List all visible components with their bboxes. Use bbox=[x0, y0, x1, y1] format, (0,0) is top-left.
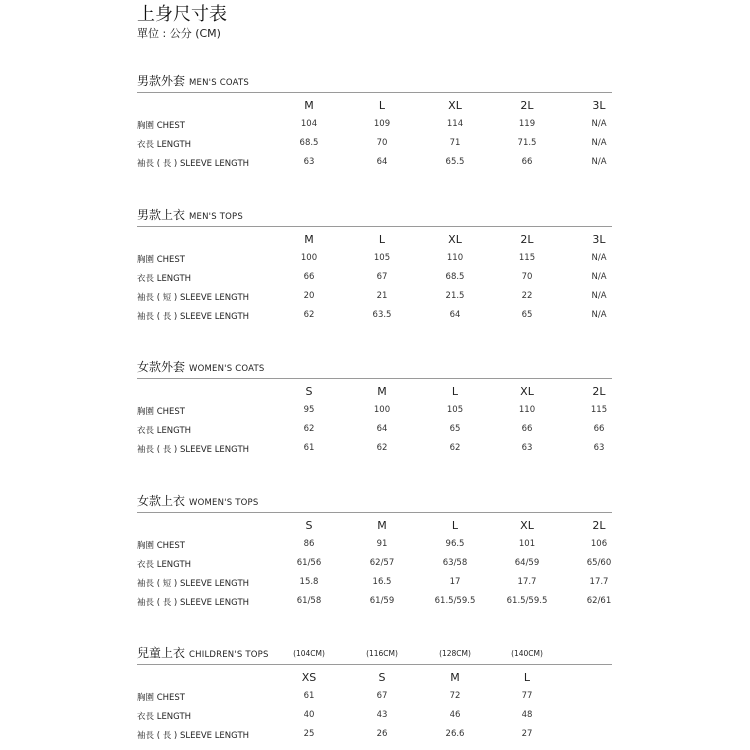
table-cell: 61/58 bbox=[296, 596, 322, 606]
table-cell: 16.5 bbox=[372, 577, 392, 587]
table-cell: 62 bbox=[376, 443, 388, 453]
section-divider bbox=[137, 226, 612, 227]
size-header-cell: M bbox=[304, 233, 314, 246]
row-label: 袖長 ( 長 ) SLEEVE LENGTH bbox=[137, 312, 250, 322]
table-cell: 64 bbox=[376, 157, 388, 167]
table-cell: 96.5 bbox=[445, 539, 465, 549]
section-title-en: MEN'S COATS bbox=[189, 78, 249, 88]
size-header-cell: XL bbox=[448, 233, 462, 246]
table-cell: 62/57 bbox=[369, 558, 395, 568]
unit-note: 單位 : 公分 (CM) bbox=[137, 27, 221, 40]
size-header-cell: 2L bbox=[520, 99, 534, 112]
table-cell: 66 bbox=[303, 272, 315, 282]
section-title-zh: 男款上衣 bbox=[137, 208, 186, 222]
row-label: 衣長 LENGTH bbox=[137, 712, 192, 722]
row-label: 袖長 ( 短 ) SLEEVE LENGTH bbox=[137, 293, 250, 303]
table-cell: 105 bbox=[373, 253, 391, 263]
table-cell: 62 bbox=[449, 443, 461, 453]
row-label: 袖長 ( 長 ) SLEEVE LENGTH bbox=[137, 731, 250, 741]
table-cell: 62/61 bbox=[586, 596, 612, 606]
table-cell: 26 bbox=[376, 729, 388, 739]
row-label: 袖長 ( 短 ) SLEEVE LENGTH bbox=[137, 579, 250, 589]
table-cell: 40 bbox=[303, 710, 315, 720]
table-cell: 114 bbox=[446, 119, 464, 129]
size-header-cell: 2L bbox=[592, 385, 606, 398]
section-title bbox=[137, 206, 243, 223]
table-cell: 17.7 bbox=[517, 577, 537, 587]
size-header-cell: S bbox=[305, 519, 313, 532]
size-header-cell: M bbox=[377, 519, 387, 532]
section-divider bbox=[137, 378, 612, 379]
table-cell: 63 bbox=[593, 443, 605, 453]
table-cell: 63.5 bbox=[372, 310, 392, 320]
table-cell: 109 bbox=[373, 119, 391, 129]
section-title-zh: 男款外套 bbox=[137, 74, 186, 88]
table-cell: 65.5 bbox=[445, 157, 465, 167]
table-cell: 62 bbox=[303, 310, 315, 320]
table-cell: 64 bbox=[449, 310, 461, 320]
size-header-cell: S bbox=[305, 385, 313, 398]
table-cell: 61 bbox=[303, 443, 315, 453]
height-measure: (128CM) bbox=[439, 649, 471, 658]
table-cell: 77 bbox=[521, 691, 533, 701]
section-title-en: CHILDREN'S TOPS bbox=[189, 650, 269, 660]
table-cell: 65/60 bbox=[586, 558, 612, 568]
table-cell: 15.8 bbox=[299, 577, 319, 587]
row-label: 胸圍 CHEST bbox=[137, 121, 185, 131]
table-cell: 100 bbox=[373, 405, 391, 415]
size-header-cell: M bbox=[304, 99, 314, 112]
table-cell: 71.5 bbox=[517, 138, 537, 148]
table-cell: 67 bbox=[376, 691, 388, 701]
section-title bbox=[137, 72, 249, 89]
section-title bbox=[137, 358, 264, 375]
table-cell: N/A bbox=[591, 310, 607, 320]
height-measure: (116CM) bbox=[366, 649, 398, 658]
size-header-cell: M bbox=[377, 385, 387, 398]
table-cell: 17 bbox=[449, 577, 461, 587]
table-cell: 110 bbox=[518, 405, 536, 415]
table-cell: 91 bbox=[376, 539, 388, 549]
table-cell: 61.5/59.5 bbox=[506, 596, 548, 606]
table-cell: 63/58 bbox=[442, 558, 468, 568]
size-header-cell: XL bbox=[448, 99, 462, 112]
table-cell: 17.7 bbox=[589, 577, 609, 587]
row-label: 衣長 LENGTH bbox=[137, 140, 192, 150]
section-title-zh: 女款上衣 bbox=[137, 494, 186, 508]
table-cell: 104 bbox=[300, 119, 318, 129]
table-cell: N/A bbox=[591, 157, 607, 167]
row-label: 胸圍 CHEST bbox=[137, 541, 185, 551]
row-label: 袖長 ( 長 ) SLEEVE LENGTH bbox=[137, 598, 250, 608]
row-label: 衣長 LENGTH bbox=[137, 274, 192, 284]
table-cell: 71 bbox=[449, 138, 461, 148]
table-cell: 115 bbox=[590, 405, 608, 415]
size-header-cell: XS bbox=[301, 671, 317, 684]
table-cell: 21.5 bbox=[445, 291, 465, 301]
table-cell: 62 bbox=[303, 424, 315, 434]
table-cell: 67 bbox=[376, 272, 388, 282]
section-title bbox=[137, 644, 269, 661]
table-cell: N/A bbox=[591, 291, 607, 301]
size-header-cell: L bbox=[523, 671, 531, 684]
size-header-cell: XL bbox=[520, 519, 534, 532]
size-header-cell: 3L bbox=[592, 99, 606, 112]
size-header-cell: XL bbox=[520, 385, 534, 398]
table-cell: 105 bbox=[446, 405, 464, 415]
size-header-cell: 2L bbox=[592, 519, 606, 532]
table-cell: 64/59 bbox=[514, 558, 540, 568]
table-cell: N/A bbox=[591, 272, 607, 282]
table-cell: 72 bbox=[449, 691, 461, 701]
table-cell: 61/59 bbox=[369, 596, 395, 606]
row-label: 衣長 LENGTH bbox=[137, 426, 192, 436]
table-cell: 27 bbox=[521, 729, 533, 739]
height-measure: (140CM) bbox=[511, 649, 543, 658]
size-header-cell: 2L bbox=[520, 233, 534, 246]
table-cell: 70 bbox=[376, 138, 388, 148]
table-cell: 86 bbox=[303, 539, 315, 549]
table-cell: N/A bbox=[591, 253, 607, 263]
table-cell: 65 bbox=[521, 310, 533, 320]
page-title: 上身尺寸表 bbox=[137, 4, 227, 25]
table-cell: 26.6 bbox=[445, 729, 465, 739]
size-header-cell: L bbox=[378, 233, 386, 246]
height-measure: (104CM) bbox=[293, 649, 325, 658]
section-title-zh: 兒童上衣 bbox=[137, 646, 186, 660]
section-title bbox=[137, 492, 258, 509]
table-cell: 95 bbox=[303, 405, 315, 415]
table-cell: 48 bbox=[521, 710, 533, 720]
row-label: 胸圍 CHEST bbox=[137, 693, 185, 703]
table-cell: 22 bbox=[521, 291, 533, 301]
table-cell: N/A bbox=[591, 138, 607, 148]
row-label: 胸圍 CHEST bbox=[137, 255, 185, 265]
table-cell: 100 bbox=[300, 253, 318, 263]
row-label: 衣長 LENGTH bbox=[137, 560, 192, 570]
size-header-cell: M bbox=[450, 671, 460, 684]
size-header-cell: S bbox=[378, 671, 386, 684]
section-divider bbox=[137, 664, 612, 665]
table-cell: 61.5/59.5 bbox=[434, 596, 476, 606]
table-cell: 64 bbox=[376, 424, 388, 434]
size-header-cell: L bbox=[451, 385, 459, 398]
table-cell: 61 bbox=[303, 691, 315, 701]
size-header-cell: 3L bbox=[592, 233, 606, 246]
table-cell: 101 bbox=[518, 539, 536, 549]
row-label: 袖長 ( 長 ) SLEEVE LENGTH bbox=[137, 159, 250, 169]
table-cell: 25 bbox=[303, 729, 315, 739]
section-title-zh: 女款外套 bbox=[137, 360, 186, 374]
table-cell: 63 bbox=[521, 443, 533, 453]
table-cell: 68.5 bbox=[299, 138, 319, 148]
table-cell: 20 bbox=[303, 291, 315, 301]
table-cell: 65 bbox=[449, 424, 461, 434]
table-cell: 61/56 bbox=[296, 558, 322, 568]
table-cell: 66 bbox=[521, 424, 533, 434]
table-cell: 21 bbox=[376, 291, 388, 301]
table-cell: 68.5 bbox=[445, 272, 465, 282]
table-cell: 46 bbox=[449, 710, 461, 720]
table-cell: 115 bbox=[518, 253, 536, 263]
table-cell: 43 bbox=[376, 710, 388, 720]
section-title-en: WOMEN'S TOPS bbox=[189, 498, 259, 508]
table-cell: 106 bbox=[590, 539, 608, 549]
table-cell: 119 bbox=[518, 119, 536, 129]
size-header-cell: L bbox=[378, 99, 386, 112]
row-label: 袖長 ( 長 ) SLEEVE LENGTH bbox=[137, 445, 250, 455]
section-title-en: WOMEN'S COATS bbox=[189, 364, 265, 374]
table-cell: N/A bbox=[591, 119, 607, 129]
table-cell: 66 bbox=[521, 157, 533, 167]
table-cell: 63 bbox=[303, 157, 315, 167]
section-divider bbox=[137, 92, 612, 93]
row-label: 胸圍 CHEST bbox=[137, 407, 185, 417]
table-cell: 110 bbox=[446, 253, 464, 263]
section-title-en: MEN'S TOPS bbox=[189, 212, 243, 222]
table-cell: 66 bbox=[593, 424, 605, 434]
section-divider bbox=[137, 512, 612, 513]
size-header-cell: L bbox=[451, 519, 459, 532]
table-cell: 70 bbox=[521, 272, 533, 282]
